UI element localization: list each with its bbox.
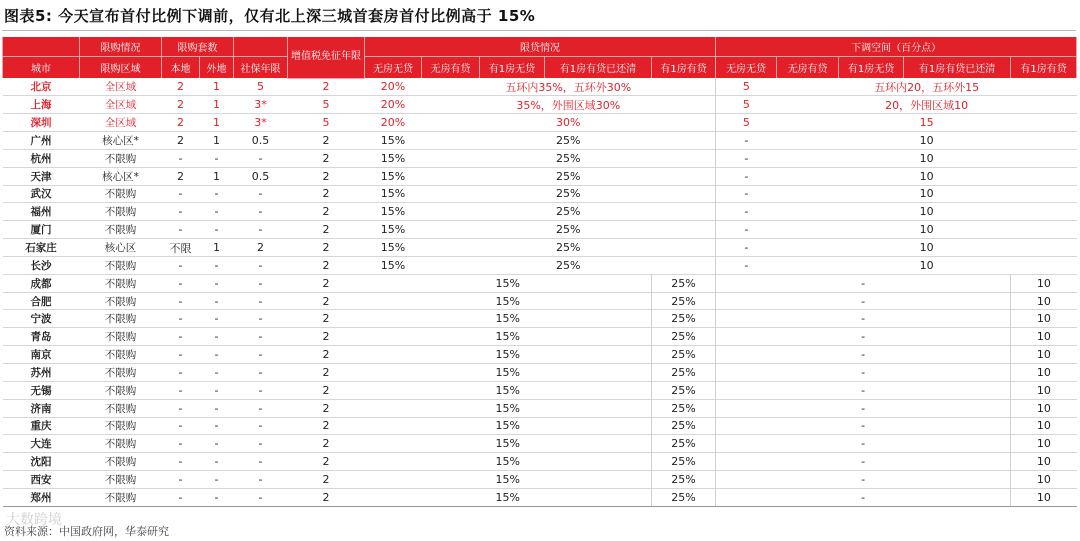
limit-area-cell: 核心区* [80,167,162,185]
loan-first-cell: 15% [365,346,652,364]
cut-second-cell: 10 [777,203,1077,221]
local-sets-cell: 2 [162,167,200,185]
social-years-cell: - [234,203,288,221]
table-row [3,185,1077,203]
cut-first-cell: - [716,399,1011,417]
loan-second-cell: 25% [652,488,716,506]
loan-second-cell: 25% [652,399,716,417]
cut-first-cell: - [716,488,1011,506]
nonlocal-sets-cell: - [200,381,234,399]
loan-second-cell: 25% [652,471,716,489]
vat-years-cell: 2 [288,256,365,274]
cut-second-cell: 10 [777,256,1077,274]
city-cell: 长沙 [3,256,80,274]
social-years-cell: - [234,292,288,310]
vat-years-cell: 2 [288,78,365,96]
cut-second-cell: 15 [777,114,1077,132]
nonlocal-sets-cell: - [200,256,234,274]
local-sets-cell: 不限 [162,239,200,257]
header-loan-limit: 限贷情况 [365,37,716,57]
cut-first-cell: - [716,256,777,274]
loan-first-cell: 15% [365,256,422,274]
vat-years-cell: 2 [288,453,365,471]
social-years-cell: - [234,149,288,167]
local-sets-cell: - [162,328,200,346]
loan-first-cell: 15% [365,274,652,292]
social-years-cell: - [234,274,288,292]
loan-first-cell: 15% [365,292,652,310]
limit-area-cell: 不限购 [80,453,162,471]
local-sets-cell: - [162,435,200,453]
social-years-cell: - [234,381,288,399]
limit-area-cell: 全区域 [80,96,162,114]
cut-second-cell: 10 [777,221,1077,239]
limit-area-cell: 不限购 [80,399,162,417]
cut-second-cell: 20，外围区域10 [777,96,1077,114]
limit-area-cell: 不限购 [80,274,162,292]
loan-first-cell: 15% [365,435,652,453]
social-years-cell: - [234,453,288,471]
table-row [3,78,1077,96]
cut-second-cell: 10 [1011,399,1077,417]
loan-first-cell: 15% [365,310,652,328]
nonlocal-sets-cell: - [200,203,234,221]
cut-first-cell: - [716,471,1011,489]
table-row [3,274,1077,292]
vat-years-cell: 2 [288,239,365,257]
header-cut-col: 有1房有贷已还清 [904,57,1011,79]
local-sets-cell: - [162,488,200,506]
loan-first-cell: 15% [365,132,422,150]
vat-years-cell: 2 [288,203,365,221]
limit-area-cell: 不限购 [80,221,162,239]
loan-first-cell: 20% [365,96,422,114]
social-years-cell: 3* [234,114,288,132]
nonlocal-sets-cell: - [200,417,234,435]
cut-first-cell: 5 [716,114,777,132]
cut-first-cell: - [716,328,1011,346]
table-row [3,239,1077,257]
table-row [3,346,1077,364]
local-sets-cell: - [162,364,200,382]
loan-second-cell: 25% [422,203,716,221]
vat-years-cell: 2 [288,132,365,150]
loan-first-cell: 15% [365,453,652,471]
city-cell: 杭州 [3,149,80,167]
limit-area-cell: 不限购 [80,292,162,310]
vat-years-cell: 5 [288,114,365,132]
table-row [3,488,1077,506]
cut-first-cell: - [716,149,777,167]
loan-first-cell: 15% [365,167,422,185]
loan-second-cell: 25% [422,167,716,185]
limit-area-cell: 不限购 [80,471,162,489]
local-sets-cell: - [162,256,200,274]
social-years-cell: 0.5 [234,132,288,150]
loan-first-cell: 15% [365,381,652,399]
local-sets-cell: - [162,381,200,399]
header-vat: 增值税免征年限 [288,37,365,78]
loan-second-cell: 30% [422,114,716,132]
header-purchase-limit: 限购情况 [80,37,162,57]
loan-first-cell: 20% [365,78,422,96]
loan-second-cell: 25% [422,132,716,150]
cut-first-cell: - [716,292,1011,310]
loan-first-cell: 15% [365,221,422,239]
table-row [3,221,1077,239]
city-cell: 沈阳 [3,453,80,471]
watermark: 大数跨境 [6,512,62,528]
limit-area-cell: 不限购 [80,435,162,453]
title-divider [2,30,1076,31]
table-row [3,132,1077,150]
limit-area-cell: 核心区* [80,132,162,150]
loan-first-cell: 15% [365,203,422,221]
social-years-cell: - [234,221,288,239]
city-cell: 天津 [3,167,80,185]
header-cut-col: 无房有贷 [777,57,839,79]
loan-second-cell: 25% [422,185,716,203]
cut-first-cell: - [716,417,1011,435]
cut-first-cell: - [716,203,777,221]
vat-years-cell: 2 [288,292,365,310]
city-cell: 深圳 [3,114,80,132]
city-cell: 宁波 [3,310,80,328]
nonlocal-sets-cell: - [200,364,234,382]
local-sets-cell: 2 [162,114,200,132]
loan-second-cell: 25% [652,328,716,346]
vat-years-cell: 2 [288,471,365,489]
header-blank [3,37,80,57]
vat-years-cell: 2 [288,364,365,382]
header-nonlocal: 外地 [200,57,234,79]
loan-second-cell: 25% [422,239,716,257]
vat-years-cell: 2 [288,488,365,506]
limit-area-cell: 不限购 [80,203,162,221]
social-years-cell: 5 [234,78,288,96]
header-city: 城市 [3,57,80,79]
nonlocal-sets-cell: - [200,471,234,489]
local-sets-cell: - [162,471,200,489]
header-loan-col: 无房有贷 [422,57,480,79]
header-row-top [3,37,1077,57]
nonlocal-sets-cell: - [200,292,234,310]
header-loan-col: 有1房无贷 [480,57,545,79]
nonlocal-sets-cell: 1 [200,78,234,96]
vat-years-cell: 2 [288,399,365,417]
city-cell: 西安 [3,471,80,489]
header-loan-col: 有1房有贷 [652,57,716,79]
city-cell: 武汉 [3,185,80,203]
city-cell: 南京 [3,346,80,364]
social-years-cell: - [234,256,288,274]
cut-first-cell: - [716,274,1011,292]
cut-first-cell: - [716,239,777,257]
social-years-cell: 0.5 [234,167,288,185]
limit-area-cell: 不限购 [80,488,162,506]
cut-first-cell: - [716,346,1011,364]
cut-first-cell: - [716,167,777,185]
cut-first-cell: - [716,381,1011,399]
table-row [3,96,1077,114]
limit-area-cell: 不限购 [80,256,162,274]
table-row [3,203,1077,221]
limit-area-cell: 核心区 [80,239,162,257]
table-row [3,381,1077,399]
nonlocal-sets-cell: - [200,221,234,239]
cut-second-cell: 10 [1011,292,1077,310]
table-row [3,167,1077,185]
loan-first-cell: 15% [365,149,422,167]
header-row-sub [3,57,1077,79]
vat-years-cell: 5 [288,96,365,114]
cut-second-cell: 10 [1011,328,1077,346]
local-sets-cell: - [162,149,200,167]
local-sets-cell: 2 [162,132,200,150]
table-body [3,78,1077,506]
loan-second-cell: 25% [422,149,716,167]
city-cell: 厦门 [3,221,80,239]
cut-first-cell: - [716,453,1011,471]
table-row [3,471,1077,489]
nonlocal-sets-cell: - [200,488,234,506]
cut-second-cell: 10 [1011,471,1077,489]
social-years-cell: - [234,417,288,435]
loan-second-cell: 25% [652,381,716,399]
source-note: 资料来源：中国政府网，华泰研究 [4,525,169,538]
loan-second-cell: 25% [652,417,716,435]
social-years-cell: - [234,328,288,346]
table-row [3,114,1077,132]
city-cell: 合肥 [3,292,80,310]
nonlocal-sets-cell: - [200,328,234,346]
table-row [3,435,1077,453]
cut-second-cell: 10 [777,149,1077,167]
local-sets-cell: 2 [162,96,200,114]
loan-second-cell: 35%，外围区域30% [422,96,716,114]
cut-second-cell: 10 [777,167,1077,185]
header-cut-col: 无房无贷 [716,57,777,79]
local-sets-cell: - [162,417,200,435]
nonlocal-sets-cell: - [200,149,234,167]
vat-years-cell: 2 [288,346,365,364]
loan-second-cell: 25% [652,292,716,310]
table-row [3,399,1077,417]
loan-first-cell: 15% [365,417,652,435]
nonlocal-sets-cell: - [200,310,234,328]
city-cell: 上海 [3,96,80,114]
loan-second-cell: 25% [652,274,716,292]
nonlocal-sets-cell: 1 [200,239,234,257]
vat-years-cell: 2 [288,274,365,292]
cut-second-cell: 五环内20，五环外15 [777,78,1077,96]
table-row [3,149,1077,167]
nonlocal-sets-cell: - [200,346,234,364]
cut-second-cell: 10 [777,185,1077,203]
local-sets-cell: - [162,292,200,310]
loan-first-cell: 15% [365,471,652,489]
vat-years-cell: 2 [288,167,365,185]
cut-second-cell: 10 [1011,488,1077,506]
table-row [3,292,1077,310]
limit-area-cell: 不限购 [80,149,162,167]
limit-area-cell: 不限购 [80,328,162,346]
table-row [3,256,1077,274]
cut-first-cell: - [716,310,1011,328]
social-years-cell: 2 [234,239,288,257]
nonlocal-sets-cell: - [200,435,234,453]
local-sets-cell: - [162,221,200,239]
header-local: 本地 [162,57,200,79]
limit-area-cell: 不限购 [80,346,162,364]
limit-area-cell: 不限购 [80,381,162,399]
header-limit-area: 限购区域 [80,57,162,79]
cut-second-cell: 10 [777,132,1077,150]
loan-second-cell: 25% [422,256,716,274]
vat-years-cell: 2 [288,310,365,328]
header-social-years: 社保年限 [234,57,288,79]
down-payment-table [2,37,1077,507]
vat-years-cell: 2 [288,185,365,203]
social-years-cell: - [234,399,288,417]
local-sets-cell: 2 [162,78,200,96]
limit-area-cell: 不限购 [80,185,162,203]
vat-years-cell: 2 [288,381,365,399]
social-years-cell: - [234,435,288,453]
cut-first-cell: 5 [716,96,777,114]
cut-first-cell: 5 [716,78,777,96]
loan-second-cell: 25% [652,435,716,453]
local-sets-cell: - [162,346,200,364]
city-cell: 郑州 [3,488,80,506]
cut-second-cell: 10 [777,239,1077,257]
local-sets-cell: - [162,274,200,292]
social-years-cell: - [234,488,288,506]
cut-second-cell: 10 [1011,364,1077,382]
cut-first-cell: - [716,364,1011,382]
local-sets-cell: - [162,399,200,417]
header-loan-col: 无房无贷 [365,57,422,79]
social-years-cell: - [234,346,288,364]
social-years-cell: 3* [234,96,288,114]
limit-area-cell: 不限购 [80,310,162,328]
local-sets-cell: - [162,453,200,471]
city-cell: 大连 [3,435,80,453]
vat-years-cell: 2 [288,328,365,346]
city-cell: 石家庄 [3,239,80,257]
cut-second-cell: 10 [1011,381,1077,399]
nonlocal-sets-cell: - [200,185,234,203]
table-row [3,417,1077,435]
table-row [3,364,1077,382]
vat-years-cell: 2 [288,221,365,239]
cut-second-cell: 10 [1011,453,1077,471]
cut-first-cell: - [716,221,777,239]
city-cell: 福州 [3,203,80,221]
local-sets-cell: - [162,310,200,328]
loan-first-cell: 15% [365,328,652,346]
limit-area-cell: 全区域 [80,114,162,132]
cut-second-cell: 10 [1011,310,1077,328]
city-cell: 成都 [3,274,80,292]
loan-first-cell: 15% [365,185,422,203]
header-loan-col: 有1房有贷已还清 [545,57,652,79]
cut-second-cell: 10 [1011,346,1077,364]
city-cell: 无锡 [3,381,80,399]
loan-second-cell: 25% [422,221,716,239]
loan-first-cell: 15% [365,239,422,257]
city-cell: 济南 [3,399,80,417]
loan-second-cell: 25% [652,453,716,471]
cut-first-cell: - [716,185,777,203]
header-cut-col: 有1房有贷 [1011,57,1077,79]
limit-area-cell: 不限购 [80,364,162,382]
city-cell: 广州 [3,132,80,150]
social-years-cell: - [234,364,288,382]
loan-second-cell: 25% [652,364,716,382]
loan-second-cell: 25% [652,310,716,328]
nonlocal-sets-cell: 1 [200,96,234,114]
table-row [3,328,1077,346]
limit-area-cell: 不限购 [80,417,162,435]
nonlocal-sets-cell: 1 [200,167,234,185]
table-row [3,310,1077,328]
city-cell: 重庆 [3,417,80,435]
nonlocal-sets-cell: 1 [200,114,234,132]
header-blank-2 [234,37,288,57]
nonlocal-sets-cell: 1 [200,132,234,150]
city-cell: 苏州 [3,364,80,382]
vat-years-cell: 2 [288,417,365,435]
loan-first-cell: 20% [365,114,422,132]
city-cell: 北京 [3,78,80,96]
cut-second-cell: 10 [1011,435,1077,453]
loan-second-cell: 25% [652,346,716,364]
header-cut-space: 下调空间（百分点） [716,37,1077,57]
table-row [3,453,1077,471]
page-title: 图表5: 今天宣布首付比例下调前，仅有北上深三城首套房首付比例高于 15% [4,7,536,25]
vat-years-cell: 2 [288,435,365,453]
cut-first-cell: - [716,132,777,150]
vat-years-cell: 2 [288,149,365,167]
local-sets-cell: - [162,185,200,203]
header-purchase-sets: 限购套数 [162,37,234,57]
social-years-cell: - [234,185,288,203]
loan-second-cell: 五环内35%，五环外30% [422,78,716,96]
cut-first-cell: - [716,435,1011,453]
header-cut-col: 有1房无贷 [839,57,904,79]
social-years-cell: - [234,471,288,489]
nonlocal-sets-cell: - [200,274,234,292]
cut-second-cell: 10 [1011,274,1077,292]
nonlocal-sets-cell: - [200,453,234,471]
cut-second-cell: 10 [1011,417,1077,435]
city-cell: 青岛 [3,328,80,346]
loan-first-cell: 15% [365,364,652,382]
loan-first-cell: 15% [365,488,652,506]
limit-area-cell: 全区域 [80,78,162,96]
local-sets-cell: - [162,203,200,221]
social-years-cell: - [234,310,288,328]
nonlocal-sets-cell: - [200,399,234,417]
loan-first-cell: 15% [365,399,652,417]
